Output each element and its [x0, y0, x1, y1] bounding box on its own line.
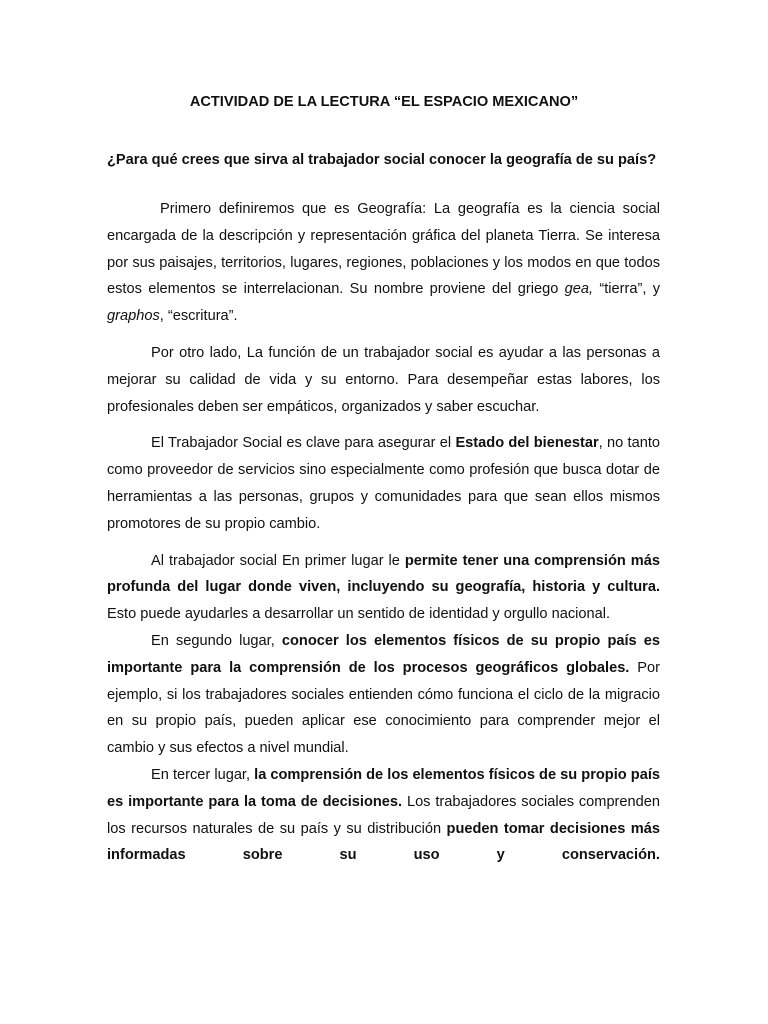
- bold-phrase: pueden tomar decisiones más informadas sobre su uso y conservación.: [107, 820, 661, 864]
- italic-term: gea,: [564, 281, 594, 298]
- paragraph-text: Los trabajadores sociales comprenden los recursos naturales de su país y su distribución: [107, 793, 660, 837]
- question-heading: ¿Para qué crees que sirva al trabajador social conocer la geografía de su país?: [107, 152, 657, 168]
- bold-phrase: permite tener una comprensión más profunda del lugar donde viven, incluyendo su geografía, historia y cultura.: [107, 552, 660, 596]
- paragraph-text: En tercer lugar,: [151, 766, 255, 783]
- paragraph-text: En segundo lugar,: [151, 632, 282, 649]
- paragraph-definition: [107, 196, 660, 330]
- paragraph-text: Al trabajador social En primer lugar le: [151, 552, 405, 569]
- paragraph-text: , “escritura”.: [159, 308, 238, 325]
- paragraph-first-reason: [107, 548, 660, 628]
- paragraph-text: Esto puede ayudarles a desarrollar un sentido de identidad y orgullo nacional.: [107, 606, 611, 623]
- italic-term: graphos: [107, 308, 160, 325]
- bold-phrase: Estado del bienestar: [455, 435, 599, 452]
- paragraph-text: Por ejemplo, si los trabajadores sociales entienden cómo funciona el ciclo de la migracio en su propio país, pueden aplicar ese conocimiento para comprender mejor el cambio y sus efectos a nivel mundial.: [107, 659, 661, 757]
- paragraph-second-reason: [107, 628, 660, 762]
- bold-phrase: la comprensión de los elementos físicos de su propio país es importante para la toma de decisiones.: [107, 766, 660, 810]
- paragraph-social-work-function: Por otro lado, La función de un trabajador social es ayudar a las personas a mejorar su calidad de vida y su entorno. Para desempeñar estas labores, los profesionales deben ser empáticos, organizados y saber escuchar.: [107, 344, 660, 415]
- paragraph-third-reason: [107, 762, 660, 869]
- bold-phrase: conocer los elementos físicos de su propio país es importante para la comprensión de los procesos geográficos globales.: [107, 632, 660, 676]
- paragraph-text: , no tanto como proveedor de servicios sino especialmente como profesión que busca dotar de herramientas a las personas, grupos y comunidades para que sean ellos mismos promotores de su propio cambio.: [107, 435, 660, 532]
- document-body: [107, 196, 660, 869]
- paragraph-text: El Trabajador Social es clave para asegurar el: [151, 435, 456, 452]
- paragraph-welfare-state: [107, 430, 660, 537]
- paragraph-text: Primero definiremos que es Geografía: La geografía es la ciencia social encargada de la descripción y representación gráfica del planeta Tierra. Se interesa por sus paisajes, territorios, lugares, regiones, poblaciones y los modos en que todos estos elementos se interrelacionan. Su nombre proviene del griego: [107, 201, 660, 298]
- paragraph-text: “tierra”, y: [593, 281, 660, 298]
- document-title: ACTIVIDAD DE LA LECTURA “EL ESPACIO MEXICANO”: [189, 94, 579, 110]
